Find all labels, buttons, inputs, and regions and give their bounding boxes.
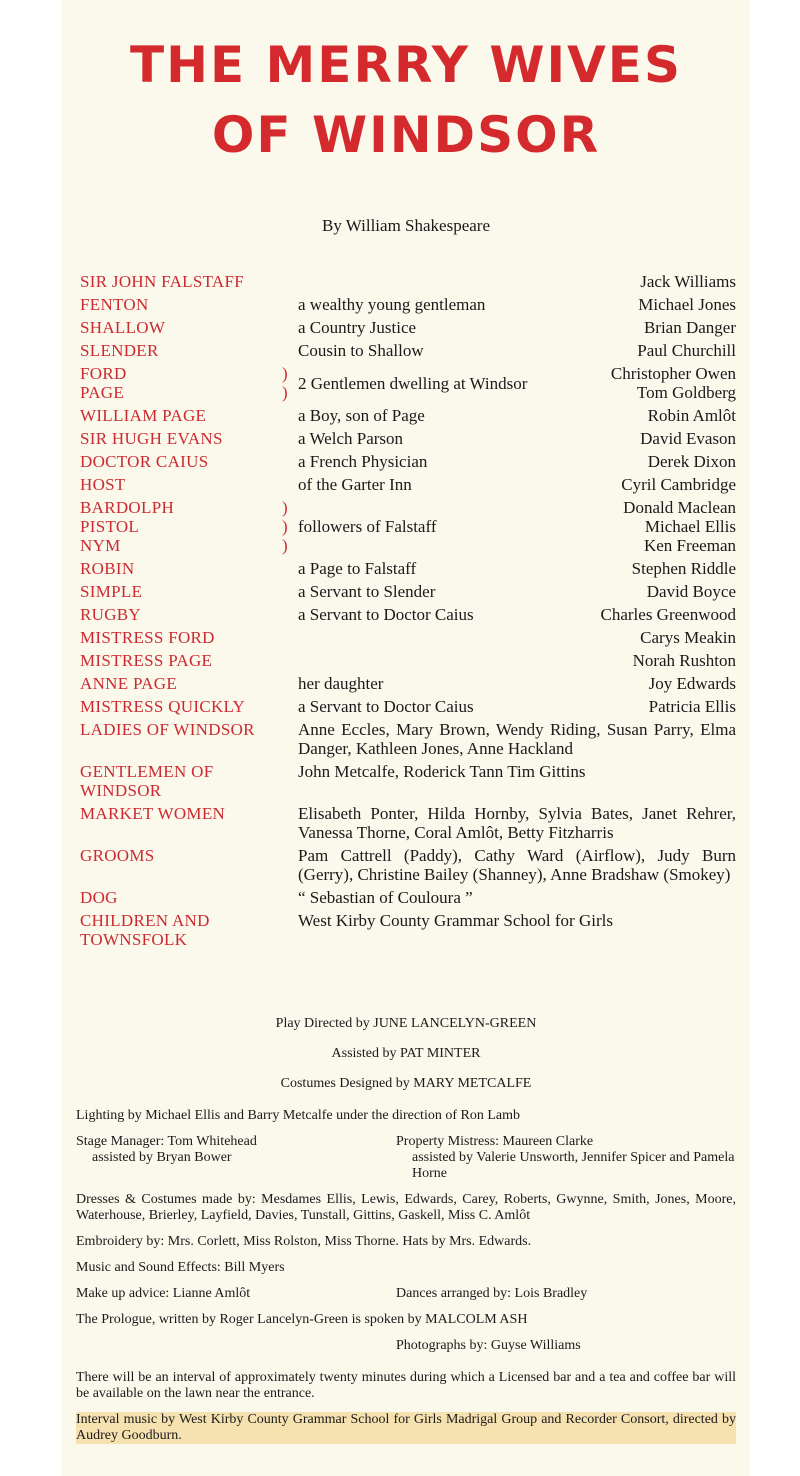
cast-row	[80, 341, 736, 360]
dresses-credit: Dresses & Costumes made by: Mesdames Ellis, Lewis, Edwards, Carey, Roberts, Gwynne, Smith, Jones, Moore, Waterhouse, Brierley, Layfield, Davies, Tunstall, Gittins, Gaskell, Miss C. Amlôt	[76, 1192, 736, 1223]
group-bracket	[282, 364, 298, 402]
character-description: a Servant to Slender	[298, 582, 436, 601]
group-bracket	[282, 651, 298, 670]
group-bracket	[282, 720, 298, 758]
character-name-line: MISTRESS PAGE	[80, 651, 213, 670]
actor-name	[583, 364, 736, 402]
programme-page	[62, 0, 750, 1476]
actor-name-line: Patricia Ellis	[648, 697, 736, 716]
character-name	[80, 364, 282, 402]
cast-row	[80, 846, 736, 884]
title-line-1: THE MERRY WIVES	[130, 36, 682, 94]
actor-name-line: Joy Edwards	[648, 674, 736, 693]
cast-row	[80, 697, 736, 716]
music-credit: Music and Sound Effects: Bill Myers	[76, 1260, 285, 1275]
title-line-2: OF WINDSOR	[211, 106, 601, 164]
character-name-line: GENTLEMEN OF	[80, 762, 214, 781]
bracket-mark: )	[282, 536, 288, 555]
group-bracket	[282, 804, 298, 842]
author-byline: By William Shakespeare	[321, 216, 491, 235]
actor-name-line: Paul Churchill	[637, 341, 736, 360]
character-name-line: WILLIAM PAGE	[80, 406, 207, 425]
character-name-line: PISTOL	[80, 517, 140, 536]
character-name	[80, 605, 282, 624]
character-description: Cousin to Shallow	[298, 341, 424, 360]
character-name	[80, 846, 282, 884]
actor-name	[583, 628, 736, 647]
group-bracket	[282, 697, 298, 716]
group-bracket	[282, 498, 298, 555]
cast-row	[80, 364, 736, 402]
character-description: her daughter	[298, 674, 384, 693]
lighting-credit: Lighting by Michael Ellis and Barry Metcalfe under the direction of Ron Lamb	[76, 1108, 520, 1123]
character-name-line: SIMPLE	[80, 582, 143, 601]
character-name-line: MISTRESS QUICKLY	[80, 697, 246, 716]
group-bracket	[282, 605, 298, 624]
property-credit: Property Mistress: Maureen Clarke	[396, 1134, 594, 1149]
actor-name-line: Jack Williams	[640, 272, 736, 291]
character-name	[80, 341, 282, 360]
character-name	[80, 295, 282, 314]
actor-name-line: Cyril Cambridge	[621, 475, 736, 494]
cast-row	[80, 888, 736, 907]
character-name-line: TOWNSFOLK	[80, 930, 188, 949]
character-description: a Servant to Doctor Caius	[298, 697, 474, 716]
stage-manager-credit: Stage Manager: Tom Whitehead	[76, 1134, 257, 1149]
actor-name	[583, 295, 736, 314]
character-name	[80, 498, 282, 555]
actor-name	[583, 318, 736, 337]
character-name	[80, 804, 282, 842]
actor-name	[583, 429, 736, 448]
character-name-line: SIR JOHN FALSTAFF	[80, 272, 245, 291]
character-description: a Page to Falstaff	[298, 559, 417, 578]
actor-name-line: Ken Freeman	[643, 536, 736, 555]
photographs-credit: Photographs by: Guyse Williams	[396, 1338, 581, 1353]
group-bracket	[282, 452, 298, 471]
character-name	[80, 674, 282, 693]
character-name	[80, 888, 282, 907]
cast-row	[80, 674, 736, 693]
ensemble-members: Anne Eccles, Mary Brown, Wendy Riding, Susan Parry, Elma Danger, Kathleen Jones, Anne Hackland	[298, 720, 736, 758]
character-name-line: MARKET WOMEN	[80, 804, 226, 823]
character-name	[80, 582, 282, 601]
interval-music-note: Interval music by West Kirby County Grammar School for Girls Madrigal Group and Recorder Consort, directed by Audrey Goodburn.	[76, 1412, 736, 1443]
ensemble-members: John Metcalfe, Roderick Tann Tim Gittins	[298, 762, 586, 781]
character-name	[80, 318, 282, 337]
makeup-dance-credits	[76, 1286, 736, 1302]
photographs-row	[76, 1338, 736, 1354]
bracket-mark: )	[282, 383, 288, 402]
character-name-line: FENTON	[80, 295, 149, 314]
actor-name	[583, 697, 736, 716]
actor-name	[583, 498, 736, 555]
group-bracket	[282, 762, 298, 800]
character-name-line: BARDOLPH	[80, 498, 175, 517]
cast-row	[80, 628, 736, 647]
actor-name	[583, 582, 736, 601]
ensemble-members: “ Sebastian of Couloura ”	[298, 888, 473, 907]
character-name	[80, 762, 282, 800]
interval-note: There will be an interval of approximately twenty minutes during which a Licensed bar and a tea and coffee bar will be available on the lawn near the entrance.	[76, 1370, 736, 1401]
cast-row	[80, 406, 736, 425]
actor-name	[583, 452, 736, 471]
production-credits	[76, 1016, 736, 1444]
character-description: a Country Justice	[298, 318, 417, 337]
costume-credit: Costumes Designed by MARY METCALFE	[280, 1076, 532, 1091]
director-credit: Play Directed by JUNE LANCELYN-GREEN	[275, 1016, 537, 1031]
character-description: a Servant to Doctor Caius	[298, 605, 474, 624]
cast-row	[80, 911, 736, 949]
cast-row	[80, 651, 736, 670]
cast-row	[80, 559, 736, 578]
group-bracket	[282, 272, 298, 291]
actor-name	[583, 341, 736, 360]
character-name-line: SHALLOW	[80, 318, 166, 337]
cast-row	[80, 498, 736, 555]
cast-row	[80, 452, 736, 471]
actor-name	[583, 559, 736, 578]
makeup-credit: Make up advice: Lianne Amlôt	[76, 1286, 251, 1301]
character-name	[80, 628, 282, 647]
actor-name-line: Donald Maclean	[623, 498, 736, 517]
character-description: of the Garter Inn	[298, 475, 412, 494]
embroidery-credit: Embroidery by: Mrs. Corlett, Miss Rolston, Miss Thorne. Hats by Mrs. Edwards.	[76, 1234, 532, 1249]
character-description: a French Physician	[298, 452, 428, 471]
character-name-line: SLENDER	[80, 341, 159, 360]
cast-row	[80, 475, 736, 494]
character-name	[80, 272, 282, 291]
character-description: a Welch Parson	[298, 429, 404, 448]
character-name	[80, 911, 282, 949]
property-assistant-credit: assisted by Valerie Unsworth, Jennifer Spicer and Pamela Horne	[412, 1150, 735, 1181]
group-bracket	[282, 341, 298, 360]
character-description: 2 Gentlemen dwelling at Windsor	[298, 373, 528, 393]
character-name-line: HOST	[80, 475, 126, 494]
character-name-line: RUGBY	[80, 605, 142, 624]
character-name-line: LADIES OF WINDSOR	[80, 720, 255, 739]
character-name-line: ROBIN	[80, 559, 135, 578]
character-name-line: DOG	[80, 888, 118, 907]
character-name-line: NYM	[80, 536, 121, 555]
actor-name-line: Derek Dixon	[647, 452, 736, 471]
character-name	[80, 559, 282, 578]
character-name	[80, 651, 282, 670]
ensemble-members: West Kirby County Grammar School for Girls	[298, 911, 613, 930]
group-bracket	[282, 406, 298, 425]
stage-property-credits	[76, 1134, 736, 1182]
prologue-credit: The Prologue, written by Roger Lancelyn-Green is spoken by MALCOLM ASH	[76, 1312, 528, 1327]
ensemble-members: Pam Cattrell (Paddy), Cathy Ward (Airflow), Judy Burn (Gerry), Christine Bailey (Shanney), Anne Bradshaw (Smokey)	[298, 846, 736, 884]
actor-name	[583, 651, 736, 670]
actor-name-line: Christopher Owen	[610, 364, 736, 383]
group-bracket	[282, 318, 298, 337]
character-description: followers of Falstaff	[298, 517, 437, 536]
actor-name-line: Tom Goldberg	[636, 383, 736, 402]
cast-row	[80, 582, 736, 601]
ensemble-members: Elisabeth Ponter, Hilda Hornby, Sylvia Bates, Janet Rehrer, Vanessa Thorne, Coral Amlôt, Betty Fitzharris	[298, 804, 736, 842]
cast-row	[80, 720, 736, 758]
character-name-line: WINDSOR	[80, 781, 162, 800]
group-bracket	[282, 674, 298, 693]
bracket-mark: )	[282, 364, 288, 383]
group-bracket	[282, 582, 298, 601]
group-bracket	[282, 559, 298, 578]
character-name-line: SIR HUGH EVANS	[80, 429, 223, 448]
character-name-line: CHILDREN AND	[80, 911, 210, 930]
character-name-line: PAGE	[80, 383, 125, 402]
cast-row	[80, 804, 736, 842]
group-bracket	[282, 295, 298, 314]
actor-name-line: Norah Rushton	[632, 651, 736, 670]
actor-name-line: Carys Meakin	[640, 628, 736, 647]
bracket-mark: )	[282, 498, 288, 517]
dance-credit: Dances arranged by: Lois Bradley	[396, 1286, 588, 1301]
actor-name-line: Michael Jones	[638, 295, 736, 314]
actor-name	[583, 605, 736, 624]
character-name-line: GROOMS	[80, 846, 155, 865]
group-bracket	[282, 628, 298, 647]
cast-row	[80, 762, 736, 800]
actor-name	[583, 272, 736, 291]
group-bracket	[282, 911, 298, 949]
character-name-line: FORD	[80, 364, 127, 383]
character-name-line: MISTRESS FORD	[80, 628, 215, 647]
group-bracket	[282, 888, 298, 907]
actor-name-line: David Evason	[640, 429, 736, 448]
actor-name-line: Michael Ellis	[644, 517, 736, 536]
group-bracket	[282, 429, 298, 448]
character-name	[80, 697, 282, 716]
cast-row	[80, 272, 736, 291]
character-name-line: ANNE PAGE	[80, 674, 177, 693]
assistant-credit: Assisted by PAT MINTER	[331, 1046, 481, 1061]
group-bracket	[282, 846, 298, 884]
actor-name	[583, 406, 736, 425]
group-bracket	[282, 475, 298, 494]
actor-name-line: Stephen Riddle	[631, 559, 736, 578]
character-name-line: DOCTOR CAIUS	[80, 452, 209, 471]
character-description: a wealthy young gentleman	[298, 295, 486, 314]
actor-name-line: David Boyce	[646, 582, 736, 601]
play-title	[62, 30, 750, 170]
actor-name-line: Brian Danger	[643, 318, 736, 337]
character-name	[80, 720, 282, 758]
cast-row	[80, 605, 736, 624]
cast-row	[80, 295, 736, 314]
bracket-mark: )	[282, 517, 288, 536]
character-name	[80, 406, 282, 425]
actor-name-line: Robin Amlôt	[647, 406, 736, 425]
character-name	[80, 452, 282, 471]
character-description: a Boy, son of Page	[298, 406, 425, 425]
actor-name	[583, 475, 736, 494]
stage-assistant-credit: assisted by Bryan Bower	[92, 1150, 232, 1165]
cast-row	[80, 429, 736, 448]
character-name	[80, 475, 282, 494]
cast-row	[80, 318, 736, 337]
actor-name-line: Charles Greenwood	[600, 605, 736, 624]
actor-name	[583, 674, 736, 693]
character-name	[80, 429, 282, 448]
cast-list	[80, 272, 736, 953]
